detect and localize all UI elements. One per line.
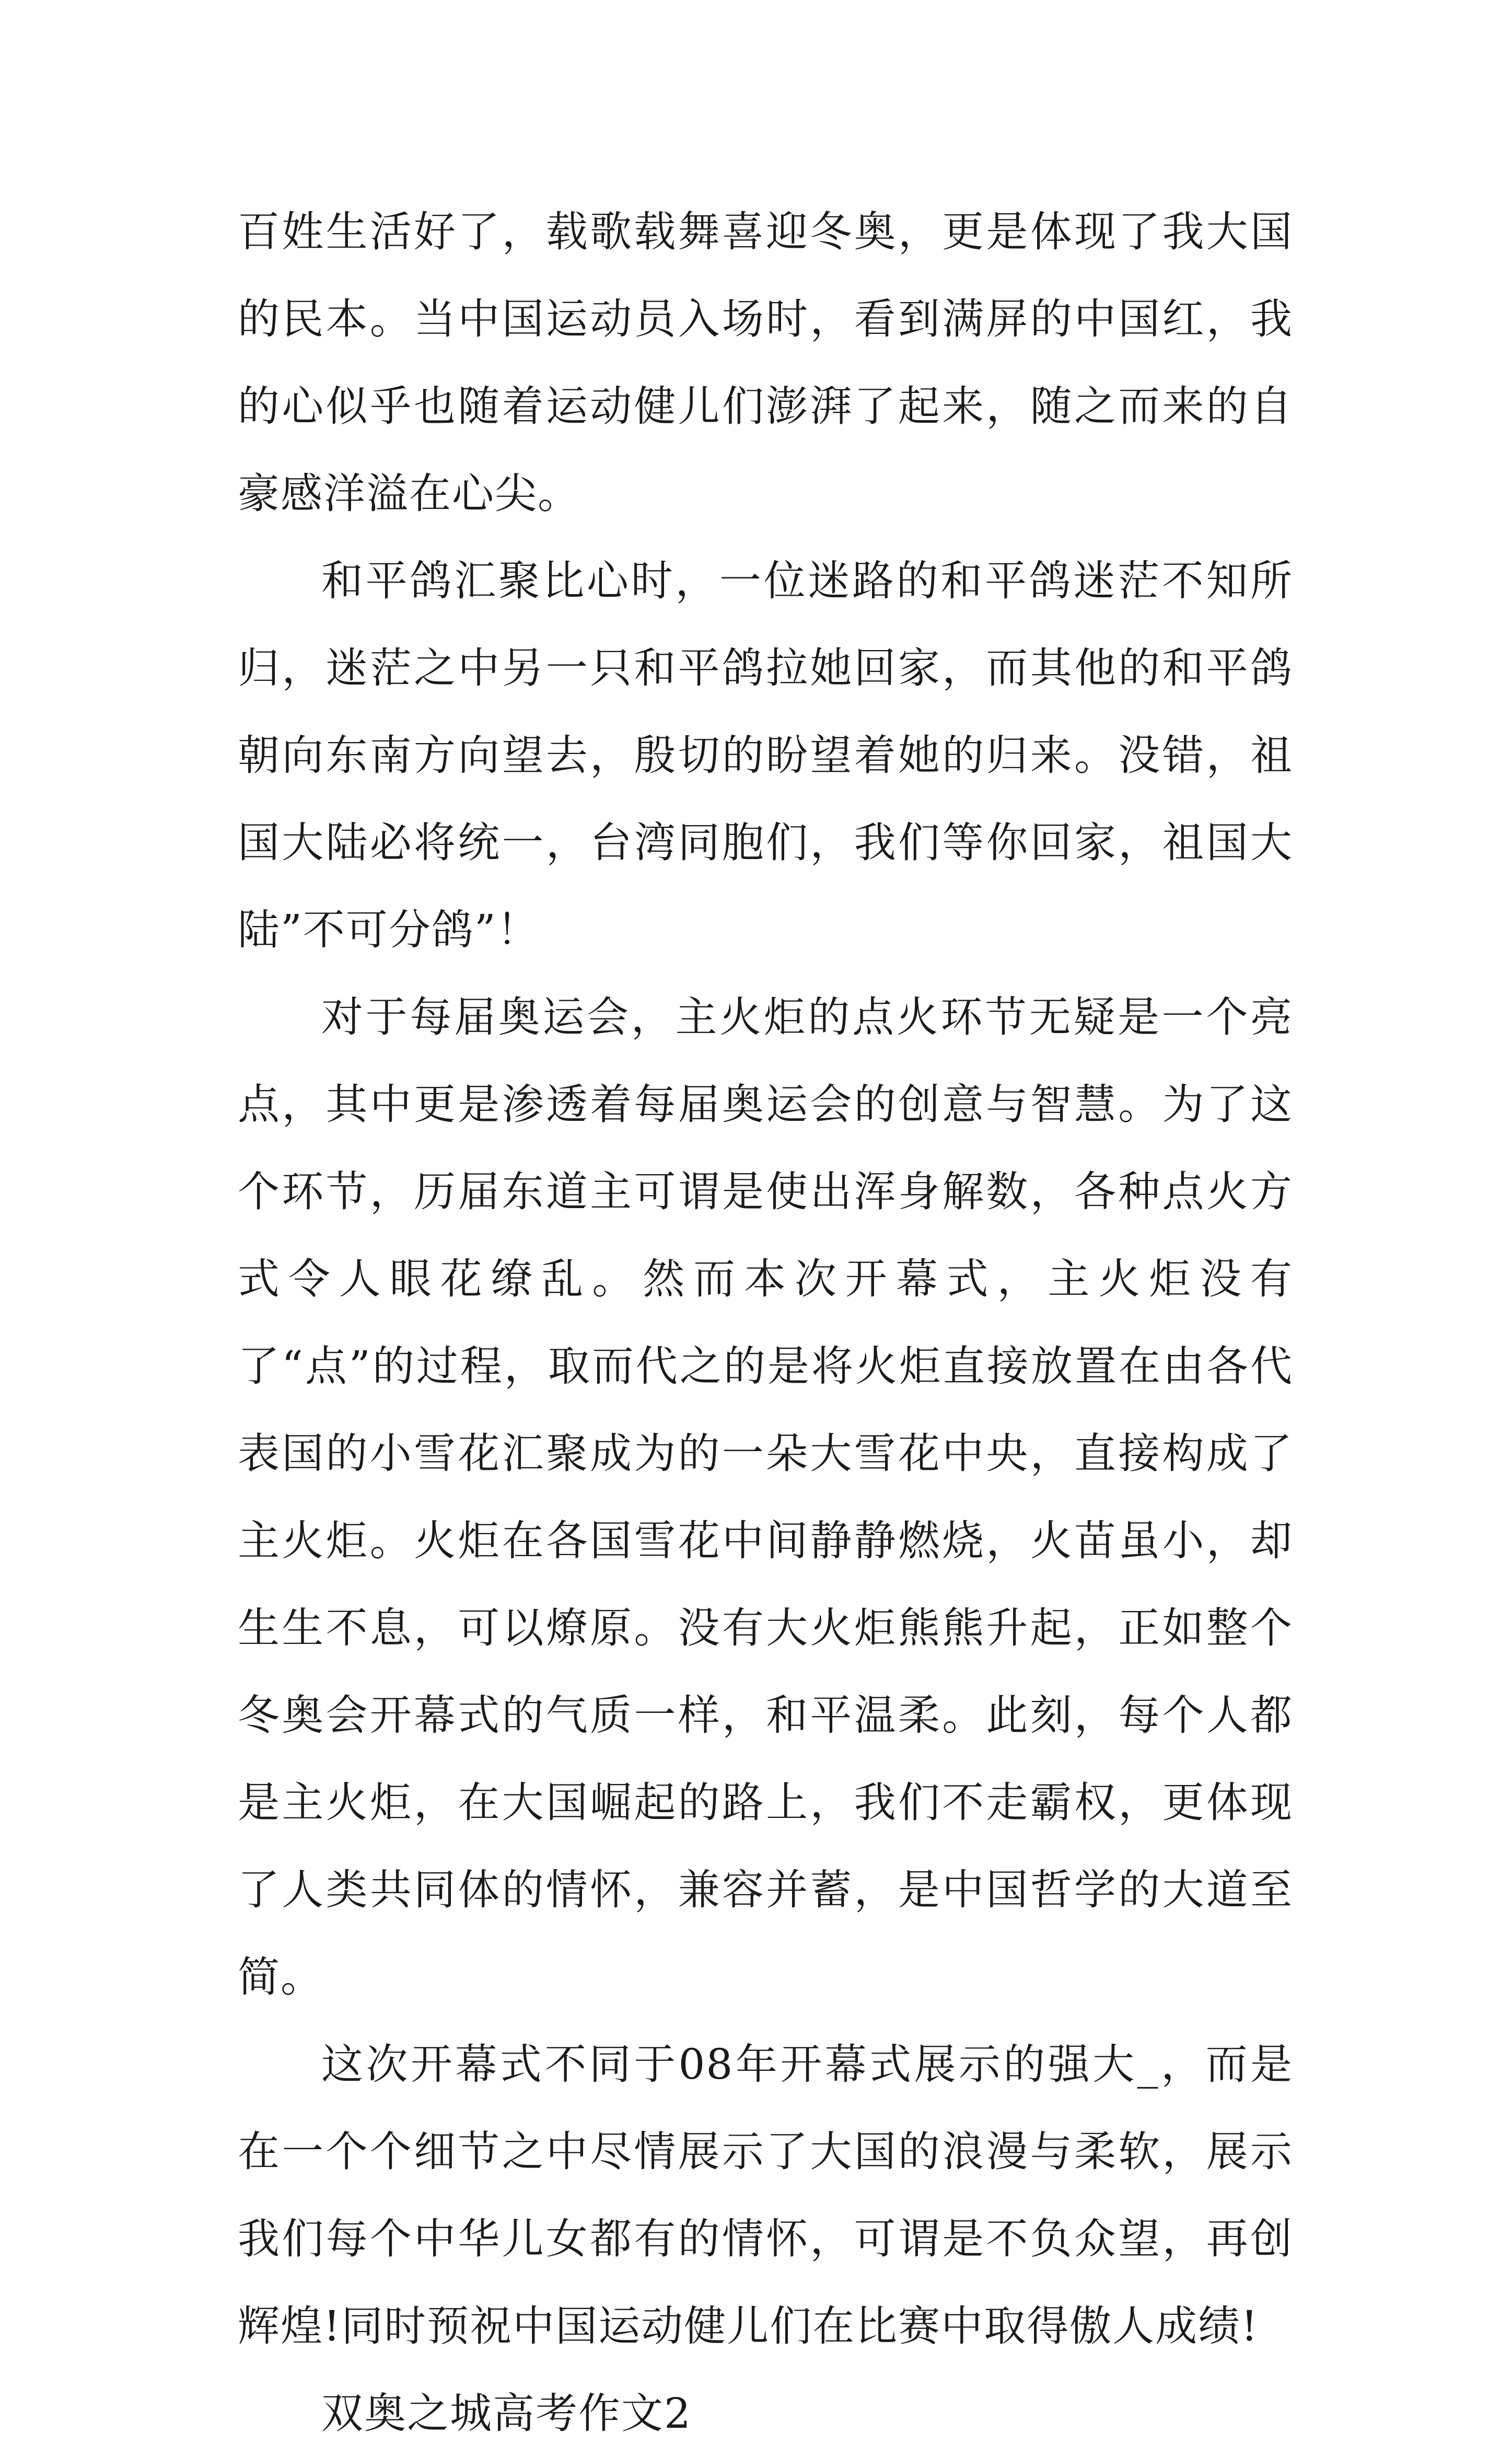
paragraph-1: 百姓生活好了，载歌载舞喜迎冬奥，更是体现了我大国的民本。当中国运动员入场时，看到满屏的中国红，我的心似乎也随着运动健儿们澎湃了起来，随之而来的自豪感洋溢在心尖。 <box>238 207 1293 518</box>
paragraph-2: 和平鸽汇聚比心时，一位迷路的和平鸽迷茫不知所归，迷茫之中另一只和平鸽拉她回家，而其他的和平鸽朝向东南方向望去，殷切的盼望着她的归来。没错，祖国大陆必将统一，台湾同胞们，我们等你回家，祖国大陆”不可分鸽”！ <box>238 557 1293 954</box>
paragraph-3: 对于每届奥运会，主火炬的点火环节无疑是一个亮点，其中更是渗透着每届奥运会的创意与智慧。为了这个环节，历届东道主可谓是使出浑身解数，各种点火方式令人眼花缭乱。然而本次开幕式，主火炬没有了“点”的过程，取而代之的是将火炬直接放置在由各代表国的小雪花汇聚成为的一朵大雪花中央，直接构成了主火炬。火炬在各国雪花中间静静燃烧，火苗虽小，却生生不息，可以燎原。没有大火炬熊熊升起，正如整个冬奥会开幕式的气质一样，和平温柔。此刻，每个人都是主火炬，在大国崛起的路上，我们不走霸权，更体现了人类共同体的情怀，兼容并蓄，是中国哲学的大道至简。 <box>238 993 1293 2001</box>
paragraph-4: 这次开幕式不同于08年开幕式展示的强大_，而是在一个个细节之中尽情展示了大国的浪漫与柔软，展示我们每个中华儿女都有的情怀，可谓是不负众望，再创辉煌!同时预祝中国运动健儿们在比赛中取得傲人成绩! <box>238 2040 1293 2350</box>
document-body <box>238 188 1293 2457</box>
section-heading: 双奥之城高考作文2 <box>321 2389 692 2438</box>
